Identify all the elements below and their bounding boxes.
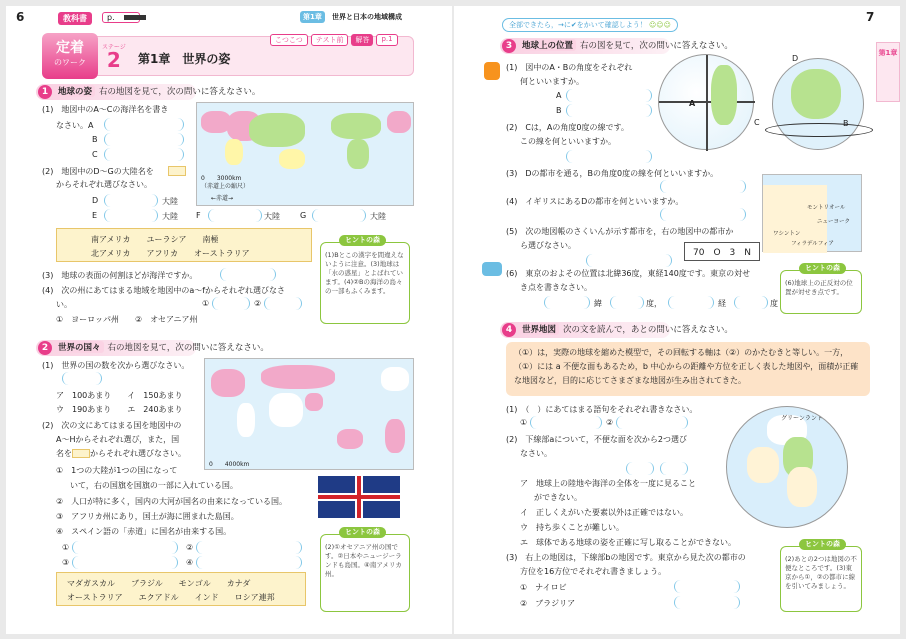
s3-q1a: (1) 図中のA・Bの角度をそれぞれ (506, 63, 633, 72)
side-chapter: 第1章 (878, 49, 898, 57)
answer-s4-2a[interactable] (626, 462, 654, 475)
kotsu-button[interactable]: こつこつ (270, 34, 308, 46)
s3-q6b: き点を書きなさい。 (520, 283, 592, 292)
s2-item4: ④ スペイン語の「赤道」に国名が由来する国。 (56, 527, 232, 536)
section-instruction: 次の文を読んで，あとの問いに答えなさい。 (563, 325, 733, 335)
s2-q2a: (2) 次の文にあてはまる国を地図中の (42, 421, 182, 430)
answer-4-1[interactable] (212, 297, 250, 310)
s4-opt-a2: ができない。 (534, 493, 582, 502)
section-instruction: 右の地図を見て，次の問いに答えなさい。 (107, 343, 269, 353)
hint-label: ヒントの森 (339, 235, 386, 246)
s3-q5a: (5) 次の地図帳のさくいんが示す都市を，右の地図中の都市か (506, 227, 734, 236)
stage-big: 定着 (56, 40, 84, 56)
s4-q3a: (3) 右上の地図は，下線部bの地図です。東京から見た次の都市の (506, 553, 746, 562)
section4-header (502, 323, 733, 337)
answer-1c[interactable] (104, 148, 184, 161)
world-map-2 (204, 358, 414, 470)
answer-s3-b[interactable] (566, 104, 652, 117)
map-note: （赤道上の縮尺） (201, 183, 250, 190)
section-number: 4 (502, 323, 516, 337)
answer-s4-3a[interactable] (674, 580, 740, 593)
azimuthal-map (726, 406, 848, 528)
q2-text2: からそれぞれ選びなさい。 (56, 180, 152, 189)
union-jack-flag (318, 476, 400, 518)
q1-text: (1) 地図中のA～Cの海洋名を書き (42, 105, 169, 114)
deg-label: 度， (646, 299, 662, 308)
passage-text: （①）は，実際の地球を縮めた模型で，その回転する軸は（②）のかたむきと等しい。一方，（①）には a 不便な面もあるため，b 中心からの距離や方位を正しく表した地図や，面積が正確な地図など，目的に応じてさまざまな地図が生み出されてきた。 (514, 348, 859, 385)
section-tag: 地球上の位置 (519, 39, 576, 51)
s4-q1: (1) （ ）にあてはまる語句をそれぞれ書きなさい。 (506, 405, 698, 414)
city-map (762, 174, 862, 252)
s4-city2: ② ブラジリア (520, 599, 576, 608)
stage-badge (42, 33, 98, 79)
s2-q2c-b: からそれぞれ選びなさい。 (90, 449, 186, 458)
answer-s4-1a[interactable] (530, 416, 602, 429)
section1-header (38, 85, 260, 99)
e-label: E (92, 211, 98, 220)
tairiku-e: 大陸 (162, 212, 178, 221)
section-tag: 地球の姿 (55, 85, 95, 97)
chapter-tag: 第1章 (300, 11, 325, 23)
q4-c2: ② (254, 299, 262, 308)
choice-box-marker (168, 166, 186, 176)
choices-line2: 北アメリカ アフリカ オーストラリア (91, 249, 250, 258)
answer-s3-6a[interactable] (544, 296, 590, 309)
city-4: フィラデルフィア (791, 241, 834, 247)
answer-d[interactable] (104, 194, 158, 207)
answer-page: p.1 (376, 34, 397, 46)
countries-line2: オーストラリア エクアドル インド ロシア連邦 (67, 593, 275, 602)
passage-box (506, 342, 870, 396)
lat-label: 緯 (594, 299, 602, 308)
q2-text: (2) 地図中のD～Gの大陸名を (42, 167, 154, 176)
q1-a-label: なさい。A (56, 121, 94, 130)
s4-c1: ① (520, 418, 528, 427)
answer-s2-a2[interactable] (196, 541, 302, 554)
stage-work: のワーク (54, 58, 86, 67)
section-tag: 世界地図 (519, 323, 559, 335)
page-number: 6 (16, 10, 25, 24)
tairiku-d: 大陸 (162, 197, 178, 206)
choices-box-1 (56, 228, 312, 262)
map-scale: 0 3000km (201, 175, 242, 182)
s4-opt-a: ア 地球上の陸地や海洋の全体を一度に見ること (520, 479, 696, 488)
world-map-1 (196, 102, 414, 206)
s4-opt-e: エ 球体である地球の姿を正確に写し取ることができない。 (520, 538, 736, 547)
s4-q2a: (2) 下線部aについて，不便な面を次から2つ選び (506, 435, 688, 444)
choices-line1: 南アメリカ ユーラシア 南極 (91, 235, 219, 244)
q1-b-label: B (92, 135, 98, 144)
section-instruction: 右の図を見て，次の問いに答えなさい。 (580, 41, 733, 51)
s2-opt-b: ウ 190あまり エ 240あまり (56, 405, 183, 414)
stage-number-box (102, 42, 126, 72)
s2-a3: ③ (62, 558, 70, 567)
hint-label: ヒントの森 (339, 527, 386, 538)
s4-opt-i: イ 正しくえがいた要素以外は正確ではない。 (520, 508, 688, 517)
answer-s3-4[interactable] (660, 208, 746, 221)
textbook-label: 教科書 (58, 12, 92, 25)
side-chapter-tab[interactable] (876, 42, 900, 102)
s2-q2c-a: 名を (56, 449, 72, 458)
q4-options: ① ヨーロッパ州 ② オセアニア州 (56, 315, 198, 324)
answer-s3-3[interactable] (660, 180, 746, 193)
answer-s4-2b[interactable] (660, 462, 688, 475)
greenland-label: グリーンランド (781, 415, 823, 422)
s2-opt-a: ア 100あまり イ 150あまり (56, 391, 183, 400)
city-3: ワシントン (773, 231, 801, 237)
s3-b-label: B (556, 106, 562, 115)
deg2-label: 度 (770, 299, 778, 308)
s3-a-label: A (556, 91, 562, 100)
s4-opt-u: ウ 持ち歩くことが難しい。 (520, 523, 624, 532)
s3-q3: (3) Dの都市を通る，Bの角度0度の線を何といいますか。 (506, 169, 719, 178)
tairiku-g: 大陸 (370, 212, 386, 221)
left-page (6, 6, 452, 634)
hint-box-3 (780, 264, 862, 314)
right-page (454, 6, 900, 634)
atlas-index: 70 O 3 N (684, 242, 760, 261)
hint-text: (2)①オセアニア州の国です。②日本やニュージーランドも島国。④南アメリカ州。 (325, 543, 402, 578)
tairiku-f: 大陸 (264, 212, 280, 221)
answer-s3-a[interactable] (566, 89, 652, 102)
map2-scale: 0 4000km (209, 461, 250, 468)
section-instruction: 右の地図を見て，次の問いに答えなさい。 (99, 87, 261, 97)
answer-s4-3b[interactable] (674, 596, 740, 609)
challenge-icon (482, 262, 502, 276)
answer-3[interactable] (220, 268, 276, 281)
answer-1b[interactable] (104, 133, 184, 146)
g-label: G (300, 211, 307, 220)
stage-num: 2 (106, 48, 121, 72)
s3-q5b: ら選びなさい。 (520, 241, 576, 250)
hint-text: (2)あとの2つは地図の不便なところです。(3)東京から①，②の都市に線を引いてみましょう。 (785, 555, 857, 590)
answer-s2-1[interactable] (62, 372, 102, 385)
answer-s3-6c[interactable] (668, 296, 714, 309)
s2-item2: ② 人口が特に多く，国内の大河が国名の由来になっている国。 (56, 497, 288, 506)
stage-label: ステージ (102, 44, 126, 51)
banner-text: 全部できたら，→に✔をかいて確認しよう！ (509, 21, 647, 29)
q4-text2: い。 (56, 300, 72, 309)
s2-item1a: ① 1つの大陸が1つの国になって (56, 466, 178, 475)
answer-button[interactable]: 解答 (351, 34, 373, 46)
s2-q1: (1) 世界の国の数を次から選びなさい。 (42, 361, 190, 370)
q1-c-label: C (92, 150, 98, 159)
fig-c: C (754, 118, 760, 127)
mode-buttons (270, 34, 398, 46)
answer-f[interactable] (208, 209, 262, 222)
frequent-icon (484, 62, 500, 80)
test-button[interactable]: テスト前 (311, 34, 349, 46)
hint-label: ヒントの森 (799, 539, 846, 550)
s2-a1: ① (62, 543, 70, 552)
city-1: モントリオール (807, 205, 846, 211)
s2-a2: ② (186, 543, 194, 552)
answer-s4-1b[interactable] (616, 416, 688, 429)
s4-city1: ① ナイロビ (520, 583, 567, 592)
check-banner (502, 18, 678, 32)
section-number: 2 (38, 341, 52, 355)
s3-q1b: 何といいますか。 (520, 77, 584, 86)
hint-box-2 (320, 528, 410, 612)
answer-s3-6d[interactable] (734, 296, 768, 309)
answer-s3-5[interactable] (586, 254, 672, 267)
answer-s2-a3[interactable] (72, 556, 178, 569)
answer-s2-a1[interactable] (72, 541, 178, 554)
q4-c1: ① (202, 299, 210, 308)
hint-text: (1)Bとこの漢字を間違えないように注意。(3)地球は「水の惑星」とよばれています。(4)②Bの海洋の島々の一部もふくみます。 (325, 251, 404, 295)
globe-diagram-2 (772, 58, 864, 150)
s2-q2c (56, 448, 186, 459)
s3-q4: (4) イギリスにあるDの都市を何といいますか。 (506, 197, 684, 206)
s3-q6a: (6) 東京のおよその位置は北緯36度，東経140度です。東京の対せ (506, 269, 751, 278)
section-number: 1 (38, 85, 52, 99)
hint-text: (6)地球上の正反対の位置が対せき点です。 (785, 279, 853, 296)
hint-box-4 (780, 540, 862, 612)
section2-header (38, 341, 269, 355)
redacted-bar (124, 15, 146, 20)
s2-a4: ④ (186, 558, 194, 567)
fig-a: A (689, 99, 696, 108)
city-2: ニューヨーク (817, 219, 851, 225)
s2-item3: ③ アフリカ州にあり，国土が海に囲まれた島国。 (56, 512, 239, 521)
s3-q2a: (2) Cは，Aの角度0度の線です。 (506, 123, 629, 132)
answer-g[interactable] (312, 209, 366, 222)
hint-label: ヒントの森 (799, 263, 846, 274)
answer-4-2[interactable] (264, 297, 302, 310)
q4-text: (4) 次の州にあてはまる地域を地図中のa～fからそれぞれ選びなさ (42, 286, 286, 295)
page-title: 第1章 世界の姿 (138, 52, 231, 66)
globe-diagram (658, 54, 754, 150)
section-number: 3 (502, 39, 516, 53)
s3-q2b: この線を何といいますか。 (520, 137, 616, 146)
section3-header (502, 39, 733, 53)
answer-e[interactable] (104, 209, 158, 222)
answer-s3-6b[interactable] (610, 296, 644, 309)
page-number: 7 (866, 10, 875, 24)
q3-text: (3) 地球の表面の何割ほどが海洋ですか。 (42, 271, 198, 280)
fig-b: B (843, 119, 849, 128)
d-label: D (92, 196, 99, 205)
hint-box-1 (320, 236, 410, 324)
answer-s3-2[interactable] (566, 150, 652, 163)
countries-line1: マダガスカル ブラジル モンゴル カナダ (67, 579, 251, 588)
textbook-page: p. (102, 12, 140, 23)
f-label: F (196, 211, 201, 220)
chapter-subtitle: 世界と日本の地域構成 (332, 13, 402, 21)
choice-marker (72, 449, 90, 458)
lon-label: 経 (718, 299, 726, 308)
fig-d: D (792, 54, 799, 63)
countries-box (56, 572, 306, 606)
s4-q2b: なさい。 (520, 449, 552, 458)
s4-c2: ② (606, 418, 614, 427)
s2-q2b: A～Hからそれぞれ選び，また，国 (56, 435, 180, 444)
s4-q3b: 方位を16方位でそれぞれ書きましょう。 (520, 567, 667, 576)
answer-s2-a4[interactable] (196, 556, 302, 569)
map-dir: ←赤道→ (211, 195, 234, 202)
smile-icons[interactable]: ☺☺☺ (648, 21, 671, 29)
section-tag: 世界の国々 (55, 341, 104, 353)
s2-item1b: いて，右の国旗を国旗の一部に入れている国。 (70, 481, 238, 490)
answer-1a[interactable] (104, 118, 184, 131)
